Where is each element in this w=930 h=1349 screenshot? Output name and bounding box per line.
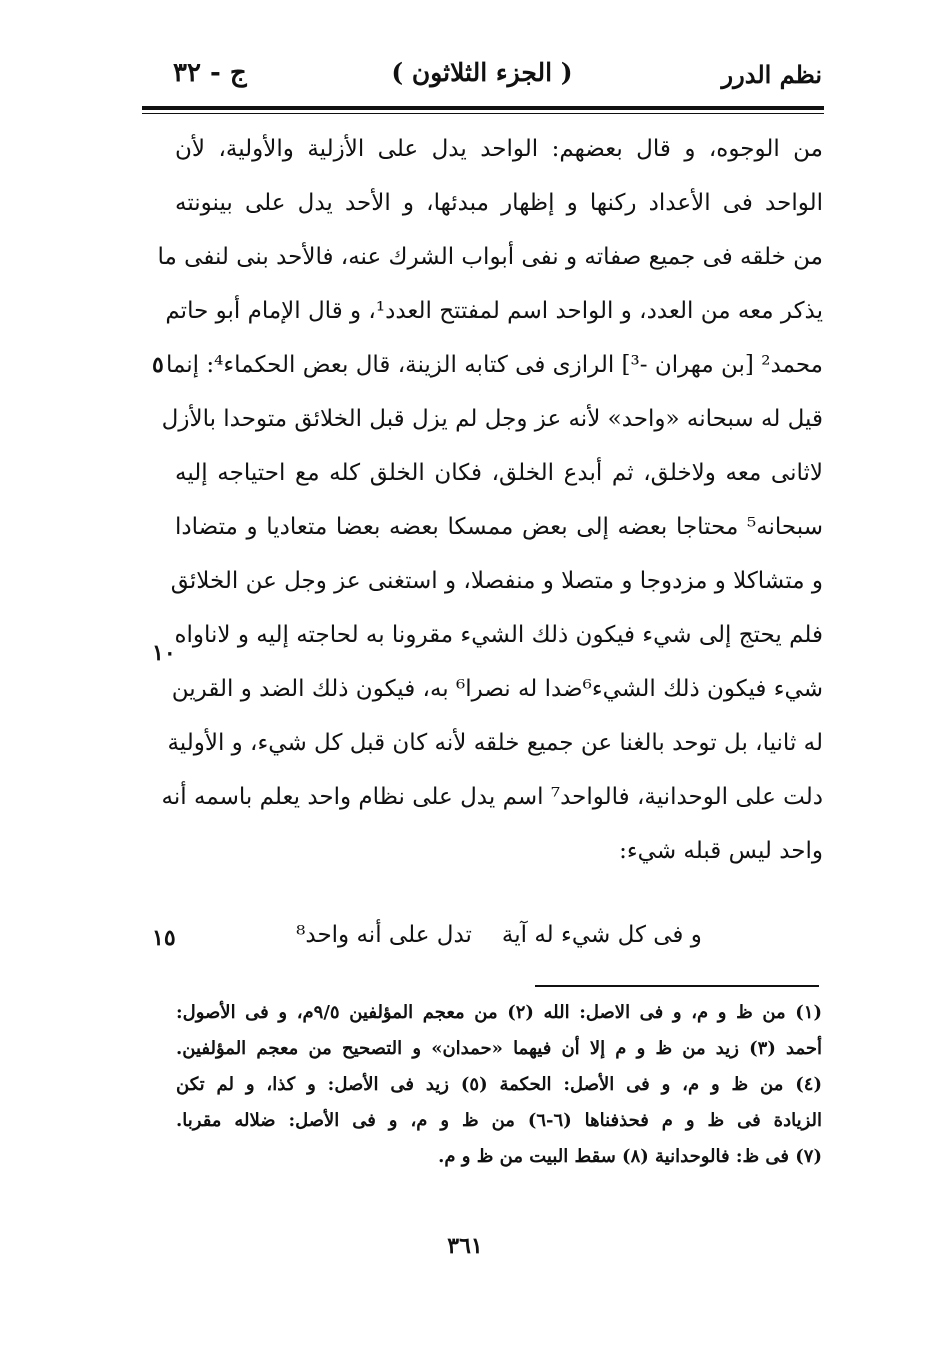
text-line: من خلقه فى جميع صفاته و نفى أبواب الشرك عنه، فالأحد بنى لنفى ما	[157, 244, 823, 270]
text-line: واحد ليس قبله شيء:	[619, 838, 823, 864]
text-line: و متشاكلا و مزدوجا و متصلا و منفصلا، و استغنى عز وجل عن الخلائق	[170, 568, 823, 594]
header-rule-thin	[142, 113, 824, 114]
text-line: الواحد فى الأعداد ركنها و إظهار مبدئها، و الأحد يدل على بينونته	[175, 190, 823, 216]
text-line: دلت على الوحدانية، فالواحد⁷ اسم يدل على نظام واحد يعلم باسمه أنه	[161, 784, 823, 810]
verse-second-hemistich: تدل على أنه واحد⁸	[296, 922, 472, 948]
text-line: يذكر معه من العدد، و الواحد اسم لمفتتح العدد¹، و قال الإمام أبو حاتم	[165, 298, 823, 324]
footnote-line: أحمد (٣) زيد من ظ و م إلا أن فيهما «حمدان» و التصحيح من معجم المؤلفين.	[176, 1038, 822, 1059]
footnote-line: (١) من ظ و م، و فى الاصل: الله (٢) من معجم المؤلفين ٩/٥م، و فى الأصول:	[176, 1002, 822, 1023]
line-number-15: ١٥	[152, 925, 176, 951]
text-line: من الوجوه، و قال بعضهم: الواحد يدل على الأزلية والأولية، لأن	[175, 136, 823, 162]
verse-first-hemistich: و فى كل شيء له آية	[501, 922, 702, 948]
poetry-verse	[175, 908, 823, 962]
text-line: له ثانيا، بل توحد بالغنا عن جميع خلقه لأنه كان قبل كل شيء، و الأولية	[167, 730, 823, 756]
book-title: نظم الدرر	[721, 60, 822, 89]
line-number-5: ٥	[152, 352, 164, 378]
footnote-line: الزيادة فى ظ و م فحذفناها (٦-٦) من ظ و م، و فى الأصل: ضلاله مقربا.	[176, 1110, 822, 1131]
text-line: قيل له سبحانه «واحد» لأنه عز وجل لم يزل قبل الخلائق متوحدا بالأزل	[161, 406, 823, 432]
volume-page-marker: ج - ٣٢	[173, 58, 247, 88]
text-line: محمد² [بن مهران -³] الرازى فى كتابه الزينة، قال بعض الحكماء⁴: إنما	[165, 352, 823, 378]
header-rule-thick	[142, 106, 824, 110]
footnote-line: (٤) من ظ و م، و فى الأصل: الحكمة (٥) زيد فى الأصل: و كذا، و لم تكن	[176, 1074, 822, 1095]
text-line: سبحانه⁵ محتاجا بعضه إلى بعض ممسكا بعضه بعضا متعاديا و متضادا	[175, 514, 823, 540]
text-line: فلم يحتج إلى شيء فيكون ذلك الشيء مقرونا به لحاجته إليه و لاناواه	[174, 622, 823, 648]
page-number: ٣٦١	[447, 1233, 483, 1259]
text-line: لاثانى معه ولاخلق، ثم أبدع الخلق، فكان الخلق كله مع احتياجه إليه	[175, 460, 823, 486]
footnotes	[176, 995, 822, 1175]
part-title: ( الجزء الثلاثون )	[391, 58, 573, 87]
line-number-10: ١٠	[152, 640, 176, 666]
running-header	[140, 50, 824, 100]
footnote-separator	[535, 985, 819, 987]
text-line: شيء فيكون ذلك الشيء⁶ضدا له نصرا⁶ به، فيكون ذلك الضد و القرين	[171, 676, 823, 702]
footnote-line: (٧) فى ظ: فالوحدانية (٨) سقط البيت من ظ و م.	[438, 1146, 822, 1167]
